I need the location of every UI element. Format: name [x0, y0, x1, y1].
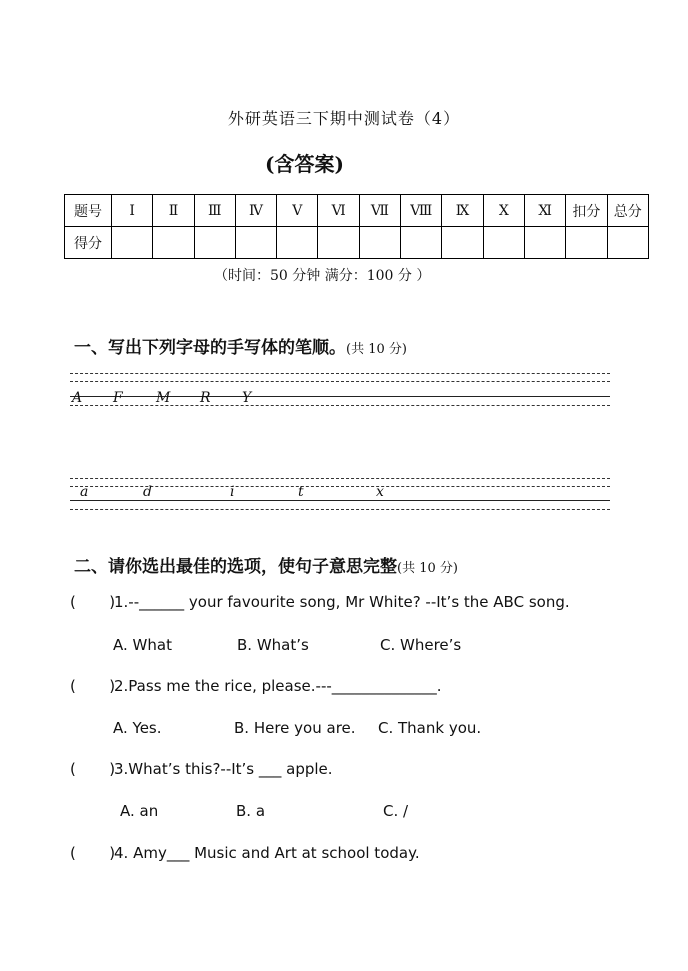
question-text: 3.What’s this?--It’s ___ apple. — [114, 760, 333, 778]
score-cell[interactable] — [318, 227, 359, 259]
page-title: 外研英语三下期中测试卷（4） — [227, 109, 461, 128]
option-b[interactable]: B. a — [236, 802, 266, 820]
score-cell[interactable] — [401, 227, 442, 259]
letter-sample: M — [156, 390, 171, 406]
guide-line — [70, 373, 610, 374]
option-c[interactable]: C. Thank you. — [378, 719, 482, 737]
guide-line — [70, 381, 610, 382]
option-c[interactable]: C. Where’s — [380, 636, 462, 654]
section1-points: (共 10 分) — [346, 342, 407, 357]
row-label-score: 得分 — [65, 227, 112, 259]
score-cell[interactable] — [153, 227, 194, 259]
letter-sample: a — [80, 484, 89, 500]
guide-line — [70, 509, 610, 510]
option-a[interactable]: A. What — [113, 636, 172, 654]
question-text: 2.Pass me the rice, please.---______________. — [114, 677, 442, 695]
section2-heading-text: 二、请你选出最佳的选项，使句子意思完整 — [74, 557, 397, 577]
guide-line — [70, 478, 610, 479]
col-header: Ⅲ — [194, 195, 235, 227]
question-1 — [70, 593, 570, 611]
section2-points: (共 10 分) — [397, 561, 458, 576]
question-2 — [70, 677, 442, 695]
col-header: Ⅰ — [112, 195, 153, 227]
option-a[interactable]: A. Yes. — [113, 719, 162, 737]
col-header-total: 总分 — [607, 195, 648, 227]
score-table — [64, 194, 649, 259]
col-header: Ⅴ — [277, 195, 318, 227]
answer-blank[interactable]: ( ) — [70, 760, 116, 778]
option-b[interactable]: B. What’s — [237, 636, 309, 654]
col-header: Ⅷ — [401, 195, 442, 227]
score-cell[interactable] — [235, 227, 276, 259]
col-header: Ⅵ — [318, 195, 359, 227]
letter-sample: t — [298, 484, 304, 500]
letter-sample: d — [143, 484, 152, 500]
score-table-score-row — [65, 227, 649, 259]
score-cell[interactable] — [607, 227, 648, 259]
score-table-header-row — [65, 195, 649, 227]
answer-blank[interactable]: ( ) — [70, 593, 116, 611]
col-header: Ⅳ — [235, 195, 276, 227]
col-header-deduction: 扣分 — [566, 195, 607, 227]
question-text: 4. Amy___ Music and Art at school today. — [114, 844, 420, 862]
answer-blank[interactable]: ( ) — [70, 677, 116, 695]
option-a[interactable]: A. an — [120, 802, 159, 820]
section2-heading — [74, 552, 458, 577]
score-cell[interactable] — [566, 227, 607, 259]
col-header: Ⅶ — [359, 195, 400, 227]
letter-sample: R — [200, 390, 211, 406]
question-3 — [70, 760, 333, 778]
score-cell[interactable] — [483, 227, 524, 259]
col-header: Ⅹ — [483, 195, 524, 227]
letter-sample: A — [72, 390, 83, 406]
row-label-question-number: 题号 — [65, 195, 112, 227]
col-header: Ⅱ — [153, 195, 194, 227]
col-header: Ⅺ — [524, 195, 565, 227]
col-header: Ⅸ — [442, 195, 483, 227]
letter-sample: F — [113, 390, 123, 406]
guide-line — [70, 396, 610, 397]
question-4 — [70, 844, 420, 862]
guide-line — [70, 405, 610, 406]
page-subtitle: (含答案) — [265, 152, 344, 176]
score-cell[interactable] — [112, 227, 153, 259]
section1-heading — [74, 333, 407, 358]
score-cell[interactable] — [194, 227, 235, 259]
section1-heading-text: 一、写出下列字母的手写体的笔顺。 — [74, 338, 346, 358]
time-note: （时间：50 分钟 满分：100 分 ） — [214, 268, 431, 284]
option-b[interactable]: B. Here you are. — [234, 719, 356, 737]
option-c[interactable]: C. / — [383, 802, 409, 820]
score-cell[interactable] — [524, 227, 565, 259]
letter-sample: i — [230, 484, 235, 500]
score-cell[interactable] — [359, 227, 400, 259]
question-text: 1.--______ your favourite song, Mr White? --It’s the ABC song. — [114, 593, 570, 611]
score-cell[interactable] — [277, 227, 318, 259]
answer-blank[interactable]: ( ) — [70, 844, 116, 862]
guide-line — [70, 500, 610, 501]
letter-sample: Y — [242, 390, 252, 406]
score-cell[interactable] — [442, 227, 483, 259]
letter-sample: x — [376, 484, 384, 500]
